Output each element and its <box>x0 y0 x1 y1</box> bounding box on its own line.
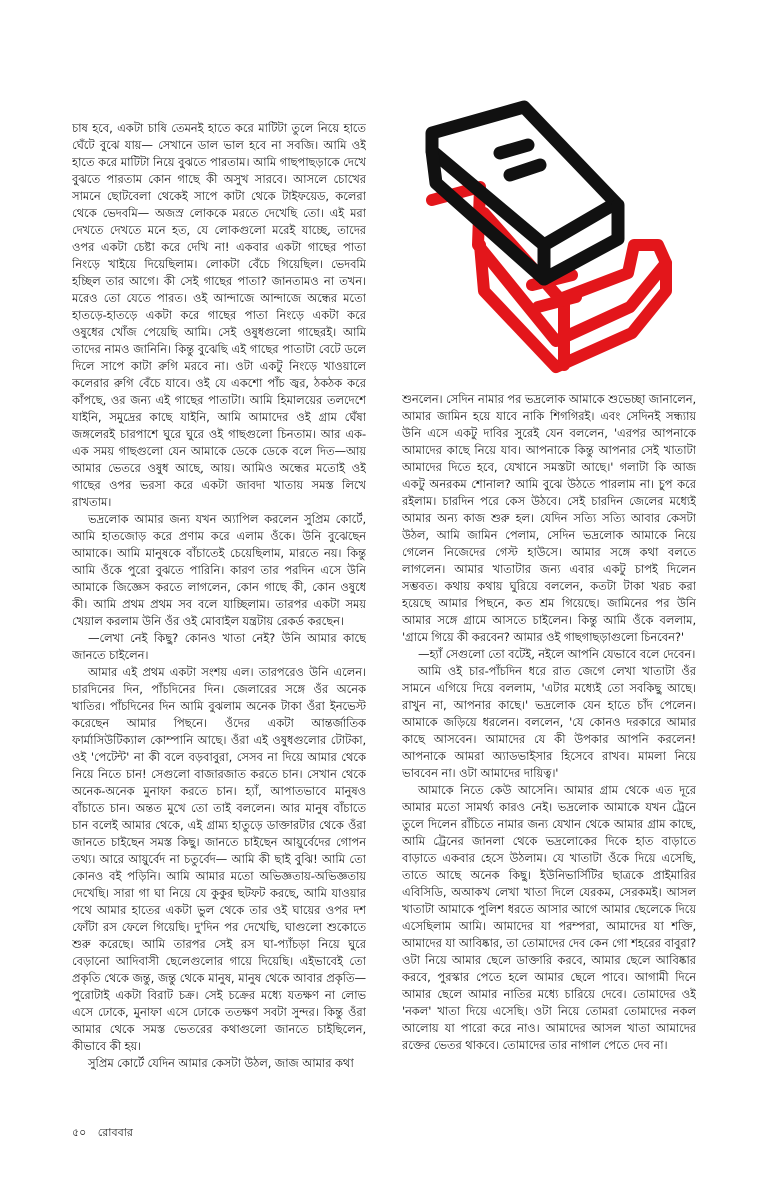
stacked-books-icon <box>420 95 682 377</box>
paragraph: চাষ হবে, একটা চাষি তেমনই হাতে করে মাটিটা তুলে নিয়ে হাতে ঘেঁটে বুঝে যায়— সেখানে ডাল ভাল হবে না সবজি। আমি ওই হাতে করে মাটিটা নিয়ে বুঝতে পারতাম। আমি গাছপাছড়াকে দেখে বুঝতে পারতাম কোন গাছে কী অসুখ সারবে। আসলে চোখের সামনে ছোটবেলা থেকেই সাপে কাটা থেকে টাইফয়েড, কলেরা থেকে ভেদবমি— অজস্র লোককে মরতে দেখেছি তো। এই মরা দেখতে দেখতে মনে হত, যে লোকগুলো মরেই যাচ্ছে, তাদের ওপর একটা চেষ্টা করে দেখি না! একবার একটা গাছের পাতা নিংড়ে খাইয়ে দিয়েছিলাম। লোকটা বেঁচে গিয়েছিল। ভেদবমি হচ্ছিল তার আগে। কী সেই গাছের পাতা? জানতামও না তখন। মরেও তো যেতে পারত। ওই আন্দাজে আন্দাজে অন্ধের মতো হাতড়ে-হাতড়ে একটা করে গাছের পাতা নিংড়ে একটা করে ওষুধের খোঁজ পেয়েছি আমি। সেই ওষুধগুলো গাছেরই। আমি তাদের নামও জানিনি। কিন্তু বুঝেছি এই গাছের পাতাটা বেটে ডলে দিলে সাপে কাটা রুগি মরবে না। ওটা একটু নিংড়ে খাওয়ালে কলেরার রুগি বেঁচে যাবে। ওই যে একশো পাঁচ জ্বর, ঠকঠক করে কাঁপছে, ওর জন্য এই গাছের পাতাটা। আমি হিমালয়ের তলদেশে যাইনি, সমুদ্রের কাছে যাইনি, আমি আমাদের ওই গ্রাম ঘেঁষা জঙ্গলেরই চারপাশে ঘুরে ঘুরে ওই গাছগুলো চিনতাম। আর এক-এক সময় গাছগুলো যেন আমাকে ডেকে ডেকে বলে দিত—আয় আমার ভেতরে ওষুধ আছে, আয়। আমিও অন্ধের মতোই ওই গাছের ওপর ভরসা করে একটা জাবদা খাতায় সমস্ত লিখে রাখতাম। <box>72 121 366 509</box>
paragraph: শুনলেন। সেদিন নামার পর ভদ্রলোক আমাকে শুভেচ্ছা জানালেন, আমার জামিন হয়ে যাবে নাকি শিগগিরই। এবং সেদিনই সন্ধ্যায় উনি এসে একটু দাবির সুরেই যেন বললেন, 'এরপর আপনাকে আমাদের কাছে নিয়ে যাব। আপনাকে কিন্তু আপনার সেই খাতাটা আমাদের দিতে হবে, যেখানে সমস্তটা আছে।' গলাটা কি আজ একটু অনরকম শোনাল? আমি বুঝে উঠতে পারলাম না। চুপ করে রইলাম। চারদিন পরে কেস উঠবে। সেই চারদিন জেলের মধ্যেই আমার অন্য কাজ শুরু হল। যেদিন সত্যি সত্যি আবার কেসটা উঠল, আমি জামিন পেলাম, সেদিন ভদ্রলোক আমাকে নিয়ে গেলেন নিজেদের গেস্ট হাউসে। আমার সঙ্গে কথা বলতে লাগলেন। আমার খাতাটার জন্য এবার একটু চাপই দিলেন সম্ভবত। কথায় কথায় ঘুরিয়ে বললেন, কতটা টাকা খরচ করা হয়েছে আমার পিছনে, কত শ্রম গিয়েছে। জামিনের পর উনি আমার সঙ্গে গ্রামে আসতে চাইলেন। কিন্তু আমি ওঁকে বললাম, 'গ্রামে গিয়ে কী করবেন? আমার ওই গাছগাছড়াগুলো চিনবেন?' <box>402 392 696 644</box>
paragraph: সুপ্রিম কোর্টে যেদিন আমার কেসটা উঠল, জাজ আমার কথা <box>88 1056 354 1070</box>
paragraph: —লেখা নেই কিছু? কোনও খাতা নেই? উনি আমার কাছে জানতে চাইলেন। <box>72 631 366 662</box>
paragraph: আমি ওই চার-পাঁচদিন ধরে রাত জেগে লেখা খাতাটা ওঁর সামনে এগিয়ে দিয়ে বললাম, 'এটার মধ্যেই তো সবকিছু আছে। রাখুন না, আপনার কাছে।' ভদ্রলোক যেন হাতে চাঁদ পেলেন। আমাকে জড়িয়ে ধরলেন। বললেন, 'যে কোনও দরকারে আমার কাছে আসবেন। আমাদের যে কী উপকার আপনি করলেন! আপনাকে আমরা অ্যাডভাইসার হিসেবে রাখব। মামলা নিয়ে ভাববেন না। ওটা আমাদের দায়িত্ব।' <box>402 664 696 780</box>
page-footer <box>72 1124 141 1143</box>
page-number: ৫০ <box>72 1126 87 1139</box>
paragraph: —হ্যাঁ সেগুলো তো বটেই, নইলে আপনি যেভাবে বলে দেবেন। <box>418 647 696 661</box>
left-column <box>72 120 366 1120</box>
paragraph: আমাকে নিতে কেউ আসেনি। আমার গ্রাম থেকে এত দূরে আমার মতো সামর্থ্য কারও নেই। ভদ্রলোক আমাকে যখন ট্রেনে তুলে দিলেন রাঁচিতে নামার জন্য যেখান থেকে আমার গ্রাম কাছে, আমি ট্রেনের জানলা থেকে ভদ্রলোকের দিকে হাত বাড়াতে বাড়াতে একবার হেসে উঠলাম। যে খাতাটা ওঁকে দিয়ে এসেছি, তাতে আছে অনেক কিছু। ইউনিভার্সিটির ছাত্রকে প্রাইমারির এবিসিডি, অআকখ লেখা খাতা দিলে যেরকম, সেরকমই। আসল খাতাটা আমাকে পুলিশ ধরতে আসার আগে আমার ছেলেকে দিয়ে এসেছিলাম আমি। আমাদের যা পরম্পরা, আমাদের যা শক্তি, আমাদের যা আবিষ্কার, তা তোমাদের দেব কেন গো শহরের বাবুরা? ওটা নিয়ে আমার ছেলে ডাক্তারি করবে, আমার ছেলে আবিষ্কার করবে, পুরস্কার পেতে হলে আমার ছেলে পাবে। আগামী দিনে আমার ছেলে আমার নাতির মধ্যে চারিয়ে দেবে। তোমাদের ওই 'নকল' খাতা দিয়ে এসেছি। ওটা নিয়ে তোমরা তোমাদের নকল আলোয় যা পারো করে নাও। আমাদের আসল খাতা আমাদের রক্তের ভেতর থাকবে। তোমাদের তার নাগাল পেতে দেব না। <box>402 783 696 1052</box>
paragraph: ভদ্রলোক আমার জন্য যখন অ্যাপিল করলেন সুপ্রিম কোর্টে, আমি হাতজোড় করে প্রণাম করে এলাম ওঁকে। উনি বুঝেছেন আমাকে। আমি মানুষকে বাঁচাতেই চেয়েছিলাম, মারতে নয়। কিন্তু আমি ওঁকে পুরো বুঝতে পারিনি। কারণ তার পরদিন এসে উনি আমাকে জিজ্ঞেস করতে লাগলেন, কোন গাছে কী, কোন ওষুধে কী। আমি প্রথম প্রথম সব বলে যাচ্ছিলাম। তারপর একটা সময় খেয়াল করলাম উনি ওঁর ওই মোবাইল যন্ত্রটায় রেকর্ড করছেন। <box>72 512 366 628</box>
paragraph: আমার এই প্রথম একটা সংশয় এল। তারপরেও উনি এলেন। চারদিনের দিন, পাঁচদিনের দিন। জেলারের সঙ্গে ওঁর অনেক খাতির। পাঁচদিনের দিন আমি বুঝলাম অনেক টাকা ওঁরা ইনভেস্ট করেছেন আমার পিছনে। ওঁদের একটা আন্তর্জাতিক ফার্মাসিউটিক্যাল কোম্পানি আছে। ওঁরা এই ওষুধগুলোর টোটকা, ওই 'পেটেন্ট' না কী বলে বড়বাবুরা, সেসব না দিয়ে আমার থেকে নিয়ে নিতে চান! সেগুলো বাজারজাত করতে চান। সেখান থেকে অনেক-অনেক মুনাফা করতে চান। হ্যাঁ, আপাতভাবে মানুষও বাঁচাতে চান। অন্তত মুখে তো তাই বললেন। আর মানুষ বাঁচাতে চান বলেই আমার থেকে, এই গ্রাম্য হাতুড়ে ডাক্তারটার থেকে ওঁরা জানতে চাইছেন সমস্ত কিছু। জানতে চাইছেন আয়ুর্বেদের গোপন তথ্য। আরে আয়ুর্বেদ না চতুর্বেদ— আমি কী ছাই বুঝি! আমি তো কোনও বই পড়িনি। আমি আমার মতো অভিজ্ঞতায়-অভিজ্ঞতায় দেখেছি। সারা গা ঘা নিয়ে যে কুকুর ছটফট করছে, আমি যাওয়ার পথে আমার হাতের একটা ভুল থেকে তার ওই ঘায়ের ওপর দশ ফোঁটা রস ফেলে গিয়েছি। দু'দিন পর দেখেছি, ঘাগুলো শুকোতে শুরু করেছে। আমি তারপর সেই রস ঘা-প্যাঁচড়া নিয়ে ঘুরে বেড়ানো আদিবাসী ছেলেগুলোর গায়ে দিয়েছি। এইভাবেই তো প্রকৃতি থেকে জন্তু, জন্তু থেকে মানুষ, মানুষ থেকে আবার প্রকৃতি— পুরোটাই একটা বিরাট চক্র। সেই চক্রের মধ্যে যতক্ষণ না লোভ এসে ঢোকে, মুনাফা এসে ঢোকে ততক্ষণ সবটা সুন্দর। কিন্তু ওঁরা আমার থেকে সমস্ত ভেতরের কথাগুলো জানতে চাইছিলেন, কীভাবে কী হয়। <box>72 665 366 1053</box>
section-name: রোববার <box>97 1126 133 1139</box>
right-column <box>402 391 696 1121</box>
